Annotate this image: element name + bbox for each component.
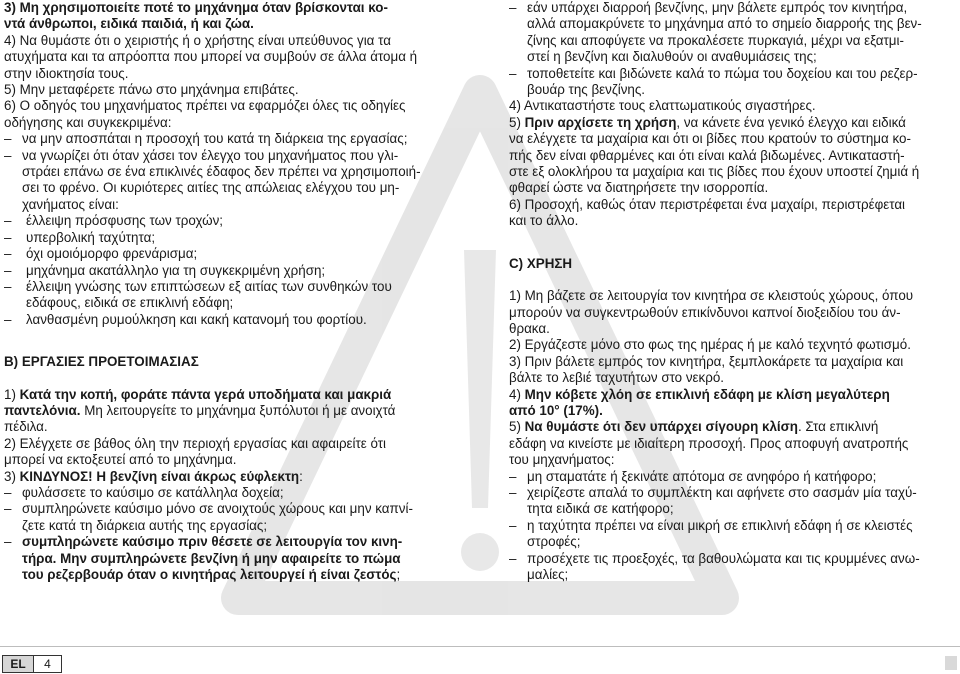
section-b-item-1-line: πέδιλα. <box>4 419 48 435</box>
section-c-heading: C) ΧΡΗΣΗ <box>509 255 573 271</box>
cause-list-item: – λανθασμένη ρυμούλκηση και κακή κατανομή του φορτίου. <box>4 311 367 327</box>
section-b-item-2-line: μπορεί να εκτοξευτεί από το μηχάνημα. <box>4 452 237 468</box>
fuel-list-continuation: ζετε κατά τη διάρκεια αυτής της εργασίας; <box>22 517 268 533</box>
slope-list-item: – μη σταματάτε ή ξεκινάτε απότομα σε ανηφόρο ή κατήφορο; <box>509 468 877 484</box>
slope-list-continuation: τητα ειδικά σε κατήφορο; <box>527 501 674 517</box>
fuel-list-item: – συμπληρώνετε καύσιμο πριν θέσετε σε λειτουργία τον κινη- <box>4 534 403 550</box>
cause-list-item: – μηχάνημα ακατάλληλο για τη συγκεκριμένη χρήση; <box>4 262 326 278</box>
right-column <box>509 0 955 583</box>
cause-list-item: – όχι ομοιόμορφο φρενάρισμα; <box>4 246 198 262</box>
section-b-item-1: 1) Κατά την κοπή, φοράτε πάντα γερά υποδήματα και μακριά <box>4 386 392 402</box>
slope-list-item: – προσέχετε τις προεξοχές, τα βαθουλώματα και τις κρυμμένες ανω- <box>509 550 920 566</box>
paragraph-3-line: 3) Μη χρησιμοποιείτε ποτέ το μηχάνημα όταν βρίσκονται κο- <box>4 0 388 15</box>
fuel-list-continuation: στεί η βενζίνη και διαλυθούν οι αναθυμιάσεις της; <box>527 49 817 65</box>
paragraph-4-line: στην ιδιοκτησία τους. <box>4 65 129 81</box>
slope-list-item: – χειρίζεστε απαλά το συμπλέκτη και αφήνετε στο σασμάν μία ταχύ- <box>509 484 917 500</box>
section-c-item-5-line: εδάφη να κινείστε με ιδιαίτερη προσοχή. Προς αποφυγή ανατροπής <box>509 435 909 451</box>
slope-list-continuation: στροφές; <box>527 534 581 550</box>
section-b-heading: B) ΕΡΓΑΣΙΕΣ ΠΡΟΕΤΟΙΜΑΣΙΑΣ <box>4 354 199 370</box>
section-c-item-2: 2) Εργάζεστε μόνο στο φως της ημέρας ή με καλό τεχνητό φωτισμό. <box>509 337 911 353</box>
section-c-item-5-line: του μηχανήματος: <box>509 452 615 468</box>
list-item: – να μην αποσπάται η προσοχή του κατά τη διάρκεια της εργασίας; <box>4 131 408 147</box>
page-number: 4 <box>44 657 51 671</box>
section-c-item-3-line: βάλτε το λεβιέ ταχυτήτων στο νεκρό. <box>509 370 724 386</box>
section-b-item-5-line: στε εξ ολοκλήρου τα μαχαίρια και τις βίδες που έχουν υποστεί ζημιά ή <box>509 164 920 180</box>
section-c-item-4-line: από 10° (17%). <box>509 402 603 418</box>
fuel-list-continuation: βουάρ της βενζίνης. <box>527 82 646 98</box>
section-b-item-6: 6) Προσοχή, καθώς όταν περιστρέφεται ένα μαχαίρι, περιστρέφεται <box>509 196 906 212</box>
slope-list-item: – η ταχύτητα πρέπει να είναι μικρή σε επικλινή εδάφη ή σε κλειστές <box>509 517 913 533</box>
paragraph-3-line: ντά άνθρωποι, ειδικά παιδιά, ή και ζώα. <box>4 16 254 32</box>
left-column <box>4 0 452 583</box>
fuel-list-item: – εάν υπάρχει διαρροή βενζίνης, μην βάλετε εμπρός τον κινητήρα, <box>509 0 908 15</box>
list-item-continuation: στράει επάνω σε ένα επικλινές έδαφος δεν πρέπει να χρησιμοποιή- <box>22 164 421 180</box>
section-b-item-5-line: πής δεν είναι φθαρμένες και ότι είναι καλά βιδωμένες. Αντικαταστή- <box>509 147 905 163</box>
list-item-continuation: σει το φρένο. Οι κυριότερες αιτίες της απώλειας ελέγχου του μη- <box>22 180 400 196</box>
footer-corner-mark <box>945 656 957 670</box>
language-code: EL <box>3 656 34 672</box>
paragraph-6-line: 6) Ο οδηγός του μηχανήματος πρέπει να εφαρμόζει όλες τις οδηγίες <box>4 98 406 114</box>
section-c-item-3: 3) Πριν βάλετε εμπρός τον κινητήρα, ξεμπλοκάρετε τα μαχαίρια και <box>509 353 904 369</box>
fuel-list-continuation: αλλά απομακρύνετε το μηχάνημα από το σημείο διαρροής της βεν- <box>527 16 922 32</box>
fuel-list-item: – φυλάσσετε το καύσιμο σε κατάλληλα δοχεία; <box>4 484 284 500</box>
paragraph-6-line: οδήγησης και συγκεκριμένα: <box>4 114 172 130</box>
list-item-continuation: χανήματος είναι: <box>22 196 119 212</box>
section-c-item-4: 4) Μην κόβετε χλόη σε επικλινή εδάφη με κλίση μεγαλύτερη <box>509 386 890 402</box>
paragraph-4-line: 4) Να θυμάστε ότι ο χειριστής ή ο χρήστης είναι υπεύθυνος για τα <box>4 32 391 48</box>
slope-list-continuation: μαλίες; <box>527 567 569 582</box>
fuel-list-continuation: τήρα. Μην συμπληρώνετε βενζίνη ή μην αφαιρείτε το πώμα <box>22 550 401 566</box>
section-b-item-1-line: παντελόνια. Μη λειτουργείτε το μηχάνημα ξυπόλυτοι ή με ανοιχτά <box>4 402 396 418</box>
section-b-item-5: 5) Πριν αρχίσετε τη χρήση, να κάνετε ένα γενικό έλεγχο και ειδικά <box>509 114 906 130</box>
section-b-item-5-line: φθαρεί ώστε να διατηρήσετε την ισορροπία. <box>509 180 769 196</box>
fuel-list-continuation: ζίνης και αποφύγετε να προκαλέσετε πυρκαγιά, μέχρι να εξατμι- <box>527 32 904 48</box>
paragraph-5: 5) Μην μεταφέρετε πάνω στο μηχάνημα επιβάτες. <box>4 82 299 98</box>
section-c-item-1-line: θρακα. <box>509 320 550 336</box>
cause-list-item: – έλλειψη γνώσης των επιπτώσεων εξ αιτίας των συνθηκών του <box>4 278 392 294</box>
cause-list-item: – υπερβολική ταχύτητα; <box>4 229 156 245</box>
section-b-item-2: 2) Ελέγχετε σε βάθος όλη την περιοχή εργασίας και αφαιρείτε ότι <box>4 435 387 451</box>
cause-list-continuation: εδάφους, ειδικά σε επικλινή εδάφη; <box>26 295 234 311</box>
fuel-list-continuation: του ρεζερβουάρ όταν ο κινητήρας λειτουργεί ή είναι ζεστός; <box>22 567 401 582</box>
section-b-item-6-line: και το άλλο. <box>509 213 579 229</box>
section-c-item-1-line: μπορούν να συγκεντρωθούν επικίνδυνοι καπνοί διοξειδίου του άν- <box>509 304 901 320</box>
paragraph-4-line: ατυχήματα και τα απρόοπτα που μπορεί να συμβούν σε άλλα άτομα ή <box>4 49 418 65</box>
section-c-item-1: 1) Μη βάζετε σε λειτουργία τον κινητήρα σε κλειστούς χώρους, όπου <box>509 288 914 304</box>
list-item: – να γνωρίζει ότι όταν χάσει τον έλεγχο του μηχανήματος που γλι- <box>4 147 399 163</box>
fuel-list-item: – τοποθετείτε και βιδώνετε καλά το πώμα του δοχείου και του ρεζερ- <box>509 65 918 81</box>
section-c-item-5: 5) Να θυμάστε ότι δεν υπάρχει σίγουρη κλίση. Στα επικλινή <box>509 419 879 435</box>
section-b-item-4: 4) Αντικαταστήστε τους ελαττωματικούς σιγαστήρες. <box>509 98 816 114</box>
section-b-item-5-line: να ελέγχετε τα μαχαίρια και ότι οι βίδες που κρατούν το σύστημα κο- <box>509 131 911 147</box>
page-number-badge <box>2 655 62 673</box>
footer-divider <box>0 646 960 647</box>
fuel-list-item: – συμπληρώνετε καύσιμο μόνο σε ανοιχτούς χώρους και μην καπνί- <box>4 501 413 517</box>
cause-list-item: – έλλειψη πρόσφυσης των τροχών; <box>4 213 223 229</box>
section-b-item-3: 3) ΚΙΝΔΥΝΟΣ! Η βενζίνη είναι άκρως εύφλεκτη: <box>4 468 303 484</box>
